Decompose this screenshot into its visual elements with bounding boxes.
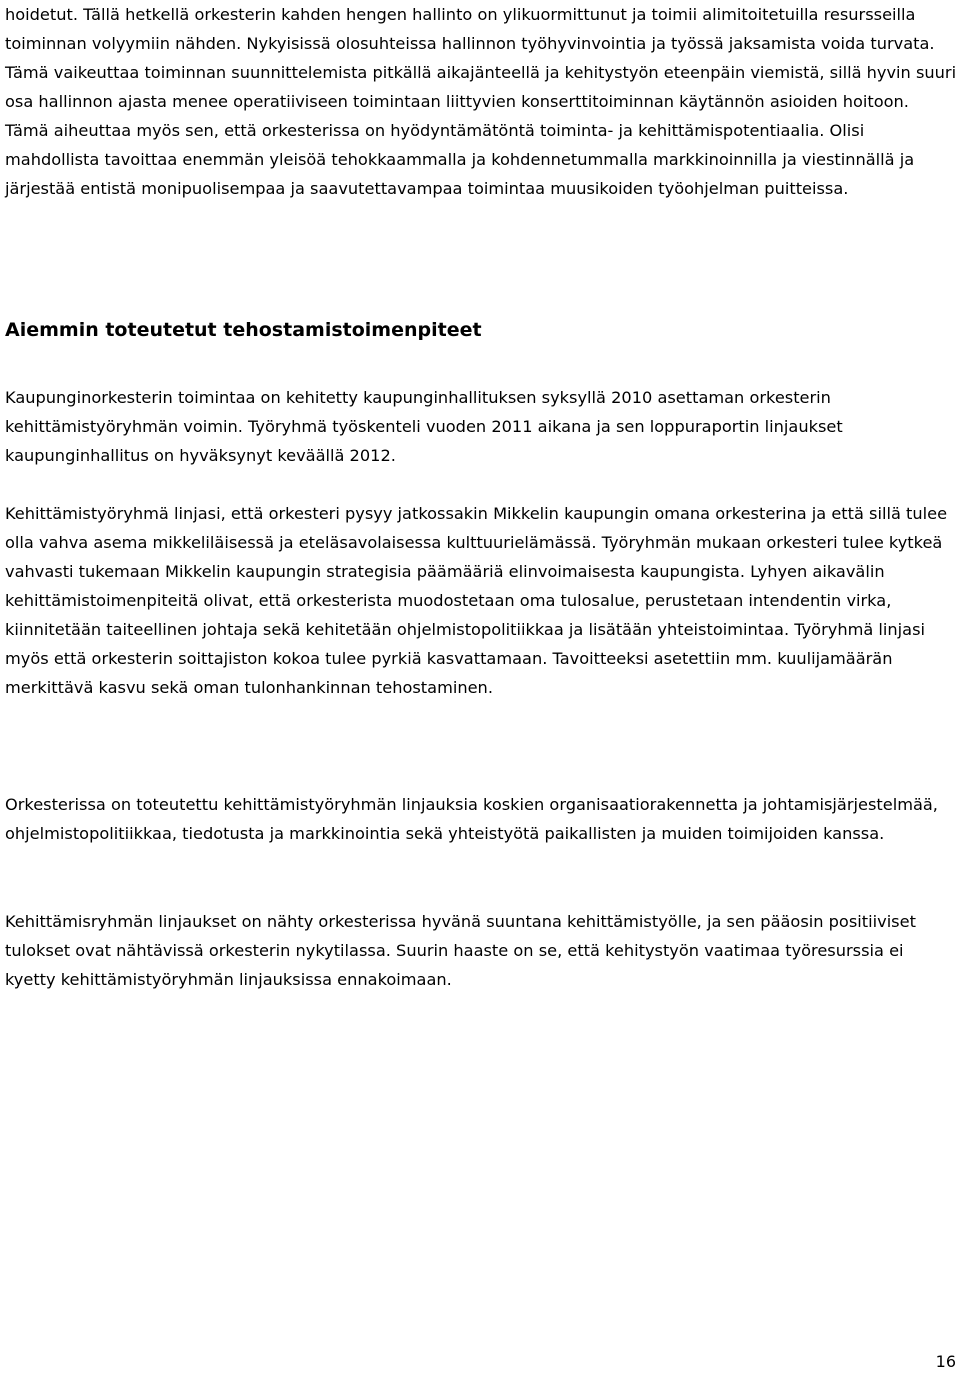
section-heading: Aiemmin toteutetut tehostamistoimenpiteet <box>5 319 482 341</box>
page-number: 16 <box>935 1352 956 1371</box>
paragraph-working-group: Kehittämistyöryhmä linjasi, että orkesteri pysyy jatkossakin Mikkelin kaupungin omana orkesterina ja että sillä tulee olla vahva asema mikkeliläisessä ja eteläsavolaisessa kulttuurielämässä. Työryhmän mukaan orkesteri tulee kytkeä vahvasti tukemaan Mikkelin kaupungin strategisia päämääriä elinvoimaisesta kaupungista. Lyhyen aikavälin kehittämistoimenpiteitä olivat, että orkesterista muodostetaan oma tulosalue, perustetaan intendentin virka, kiinnitetään taiteellinen johtaja sekä kehitetään ohjelmistopolitiikkaa ja lisätään yhteistoimintaa. Työryhmä linjasi myös että orkesterin soittajiston kokoa tulee pyrkiä kasvattamaan. Tavoitteeksi asetettiin mm. kuulijamäärän merkittävä kasvu sekä oman tulonhankinnan tehostaminen. <box>5 504 948 697</box>
paragraph-history: Kaupunginorkesterin toimintaa on kehitetty kaupunginhallituksen syksyllä 2010 asettaman orkesterin kehittämistyöryhmän voimin. Työryhmä työskenteli vuoden 2011 aikana ja sen loppuraportin linjaukset kaupunginhallitus on hyväksynyt keväällä 2012. <box>5 388 843 465</box>
paragraph-conclusion: Kehittämisryhmän linjaukset on nähty orkesterissa hyvänä suuntana kehittämistyölle, ja sen pääosin positiiviset tulokset ovat nähtävissä orkesterin nykytilassa. Suurin haaste on se, että kehitystyön vaatimaa työresurssia ei kyetty kehittämistyöryhmän linjauksissa ennakoimaan. <box>5 912 916 989</box>
paragraph-intro: hoidetut. Tällä hetkellä orkesterin kahden hengen hallinto on ylikuormittunut ja toimii alimitoitetuilla resursseilla toiminnan volyymiin nähden. Nykyisissä olosuhteissa hallinnon työhyvinvointia ja työssä jaksamista voida turvata. Tämä vaikeuttaa toiminnan suunnittelemista pitkällä aikajänteellä ja kehitystyön eteenpäin viemistä, sillä hyvin suuri osa hallinnon ajasta menee operatiiviseen toimintaan liittyvien konserttitoiminnan käytännön asioiden hoitoon. Tämä aiheuttaa myös sen, että orkesterissa on hyödyntämätöntä toiminta- ja kehittämispotentiaalia. Olisi mahdollista tavoittaa enemmän yleisöä tehokkaammalla ja kohdennetummalla markkinoinnilla ja viestinnällä ja järjestää entistä monipuolisempaa ja saavutettavampaa toimintaa muusikoiden työohjelman puitteissa. <box>5 5 957 198</box>
paragraph-implementation: Orkesterissa on toteutettu kehittämistyöryhmän linjauksia koskien organisaatiorakennetta ja johtamisjärjestelmää, ohjelmistopolitiikkaa, tiedotusta ja markkinointia sekä yhteistyötä paikallisten ja muiden toimijoiden kanssa. <box>5 795 938 843</box>
